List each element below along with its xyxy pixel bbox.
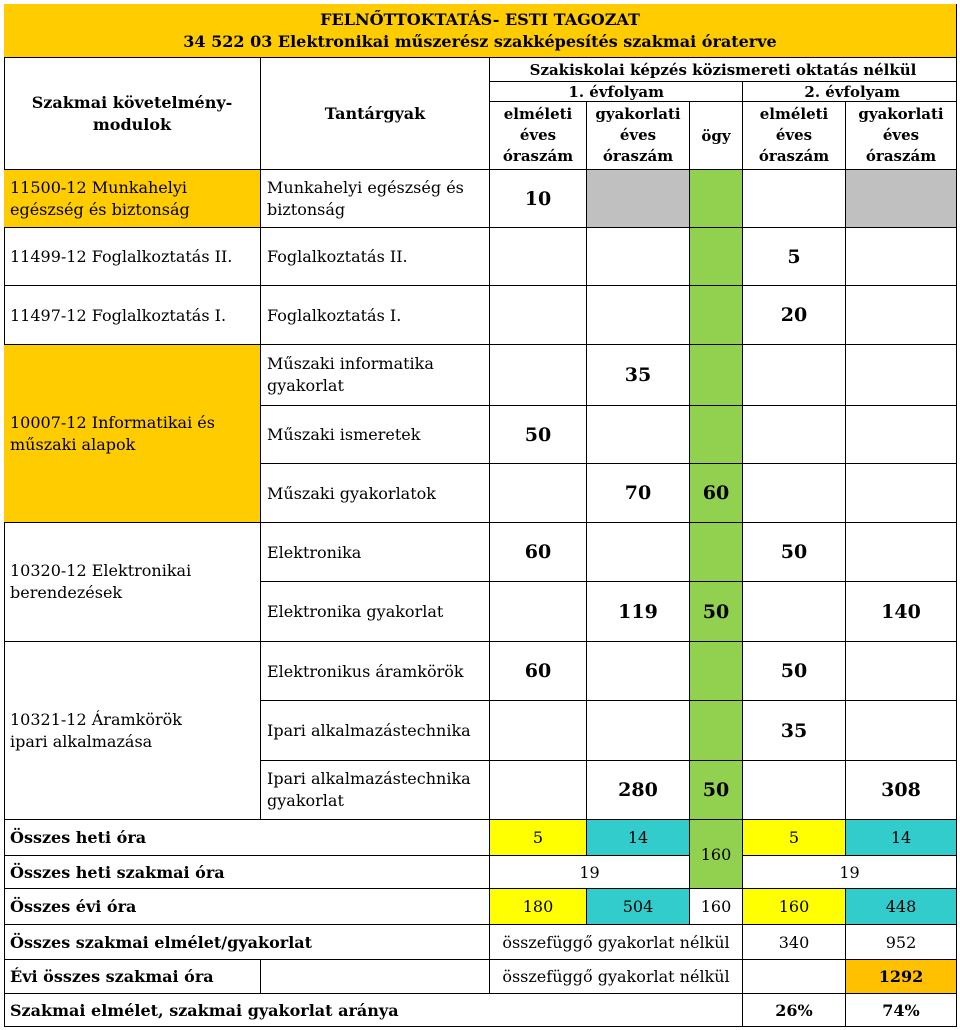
summary-weekly-prof-label: Összes heti szakmai óra — [4, 856, 490, 889]
summary-prof-tp-note: összefüggő gyakorlat nélkül — [490, 925, 743, 960]
r1-practice2 — [846, 170, 957, 228]
summary-annual-prof-blank2 — [743, 960, 846, 994]
r4a-practice2 — [846, 345, 957, 406]
summary-weekly-prof-year2: 19 — [743, 856, 957, 889]
r4c-practice1: 70 — [587, 464, 690, 523]
header-year2: 2. évfolyam — [743, 82, 957, 102]
summary-weekly-ogy: 160 — [690, 820, 743, 889]
r6c-practice2: 308 — [846, 761, 957, 820]
r1-ogy — [690, 170, 743, 228]
summary-weekly-theory2: 5 — [743, 820, 846, 856]
subject-foglalkoztatas-2: Foglalkoztatás II. — [261, 228, 490, 286]
r2-ogy — [690, 228, 743, 286]
r6a-practice1 — [587, 642, 690, 701]
r4a-practice1: 35 — [587, 345, 690, 406]
summary-prof-tp-label: Összes szakmai elmélet/gyakorlat — [4, 925, 490, 960]
r2-practice2 — [846, 228, 957, 286]
r6c-practice1: 280 — [587, 761, 690, 820]
module-10007-12: 10007-12 Informatikai és műszaki alapok — [4, 345, 261, 523]
r4a-theory1 — [490, 345, 587, 406]
subject-elektronika: Elektronika — [261, 523, 490, 582]
header-modules: Szakmai követelmény-modulok — [4, 58, 261, 170]
r1-theory2 — [743, 170, 846, 228]
subject-ipari-alkalmazastechnika: Ipari alkalmazástechnika — [261, 701, 490, 761]
r1-theory1: 10 — [490, 170, 587, 228]
r5a-practice1 — [587, 523, 690, 582]
r5a-practice2 — [846, 523, 957, 582]
r4a-theory2 — [743, 345, 846, 406]
summary-annual-prof-total: 1292 — [846, 960, 957, 994]
summary-weekly-label: Összes heti óra — [4, 820, 490, 856]
r5b-ogy: 50 — [690, 582, 743, 642]
subject-ipari-alkalmazastechnika-gyakorlat: Ipari alkalmazástechnika gyakorlat — [261, 761, 490, 820]
r3-practice1 — [587, 286, 690, 345]
title-block — [4, 4, 957, 58]
title-line1: FELNŐTTOKTATÁS- ESTI TAGOZAT — [320, 9, 640, 29]
summary-weekly-theory1: 5 — [490, 820, 587, 856]
r3-theory2: 20 — [743, 286, 846, 345]
r6a-theory2: 50 — [743, 642, 846, 701]
header-theory1: elméleti éves óraszám — [490, 102, 587, 170]
summary-prof-tp-practice: 952 — [846, 925, 957, 960]
r4c-theory2 — [743, 464, 846, 523]
r6b-theory1 — [490, 701, 587, 761]
summary-annual-prof-blank — [261, 960, 490, 994]
header-ogy: ögy — [690, 102, 743, 170]
r4a-ogy — [690, 345, 743, 406]
r4b-practice2 — [846, 406, 957, 464]
title-line2: 34 522 03 Elektronikai műszerész szakképesítés szakmai óraterve — [183, 31, 777, 51]
summary-annual-practice2: 448 — [846, 889, 957, 925]
r6c-theory2 — [743, 761, 846, 820]
summary-ratio-label: Szakmai elmélet, szakmai gyakorlat aránya — [4, 994, 743, 1027]
subject-elektronikus-aramkorok: Elektronikus áramkörök — [261, 642, 490, 701]
module-10321-12: 10321-12 Áramkörök ipari alkalmazása — [4, 642, 261, 820]
summary-ratio-practice: 74% — [846, 994, 957, 1027]
module-11497-12: 11497-12 Foglalkoztatás I. — [4, 286, 261, 345]
module-11499-12: 11499-12 Foglalkoztatás II. — [4, 228, 261, 286]
r3-ogy — [690, 286, 743, 345]
summary-annual-ogy: 160 — [690, 889, 743, 925]
subject-muszaki-ismeretek: Műszaki ismeretek — [261, 406, 490, 464]
r6a-ogy — [690, 642, 743, 701]
r6b-theory2: 35 — [743, 701, 846, 761]
summary-ratio-theory: 26% — [743, 994, 846, 1027]
module-11500-12: 11500-12 Munkahelyi egészség és biztonság — [4, 170, 261, 228]
r5a-theory1: 60 — [490, 523, 587, 582]
header-practice1: gyakorlati éves óraszám — [587, 102, 690, 170]
module-10320-12: 10320-12 Elektronikai berendezések — [4, 523, 261, 642]
r4c-theory1 — [490, 464, 587, 523]
summary-weekly-practice2: 14 — [846, 820, 957, 856]
summary-weekly-prof-year1: 19 — [490, 856, 690, 889]
r4b-theory2 — [743, 406, 846, 464]
r5a-ogy — [690, 523, 743, 582]
summary-annual-prof-note: összefüggő gyakorlat nélkül — [490, 960, 743, 994]
r6a-theory1: 60 — [490, 642, 587, 701]
summary-annual-theory2: 160 — [743, 889, 846, 925]
r4c-ogy: 60 — [690, 464, 743, 523]
r5b-theory1 — [490, 582, 587, 642]
subject-muszaki-informatika: Műszaki informatika gyakorlat — [261, 345, 490, 406]
r3-theory1 — [490, 286, 587, 345]
r6b-practice1 — [587, 701, 690, 761]
r2-theory2: 5 — [743, 228, 846, 286]
summary-weekly-practice1: 14 — [587, 820, 690, 856]
r4c-practice2 — [846, 464, 957, 523]
r6c-theory1 — [490, 761, 587, 820]
r5b-theory2 — [743, 582, 846, 642]
r2-theory1 — [490, 228, 587, 286]
r6a-practice2 — [846, 642, 957, 701]
summary-annual-label: Összes évi óra — [4, 889, 490, 925]
r5b-practice1: 119 — [587, 582, 690, 642]
r6c-ogy: 50 — [690, 761, 743, 820]
r1-practice1 — [587, 170, 690, 228]
r3-practice2 — [846, 286, 957, 345]
summary-annual-practice1: 504 — [587, 889, 690, 925]
r4b-ogy — [690, 406, 743, 464]
r6b-ogy — [690, 701, 743, 761]
subject-muszaki-gyakorlatok: Műszaki gyakorlatok — [261, 464, 490, 523]
r4b-practice1 — [587, 406, 690, 464]
header-year1: 1. évfolyam — [490, 82, 743, 102]
subject-elektronika-gyakorlat: Elektronika gyakorlat — [261, 582, 490, 642]
summary-prof-tp-theory: 340 — [743, 925, 846, 960]
r6b-practice2 — [846, 701, 957, 761]
r2-practice1 — [587, 228, 690, 286]
r5a-theory2: 50 — [743, 523, 846, 582]
header-subjects: Tantárgyak — [261, 58, 490, 170]
subject-munkahelyi: Munkahelyi egészség és biztonság — [261, 170, 490, 228]
r4b-theory1: 50 — [490, 406, 587, 464]
summary-annual-prof-label: Évi összes szakmai óra — [4, 960, 261, 994]
r5b-practice2: 140 — [846, 582, 957, 642]
header-practice2: gyakorlati éves óraszám — [846, 102, 957, 170]
header-training: Szakiskolai képzés közismereti oktatás nélkül — [490, 58, 957, 82]
summary-annual-theory1: 180 — [490, 889, 587, 925]
header-theory2: elméleti éves óraszám — [743, 102, 846, 170]
subject-foglalkoztatas-1: Foglalkoztatás I. — [261, 286, 490, 345]
